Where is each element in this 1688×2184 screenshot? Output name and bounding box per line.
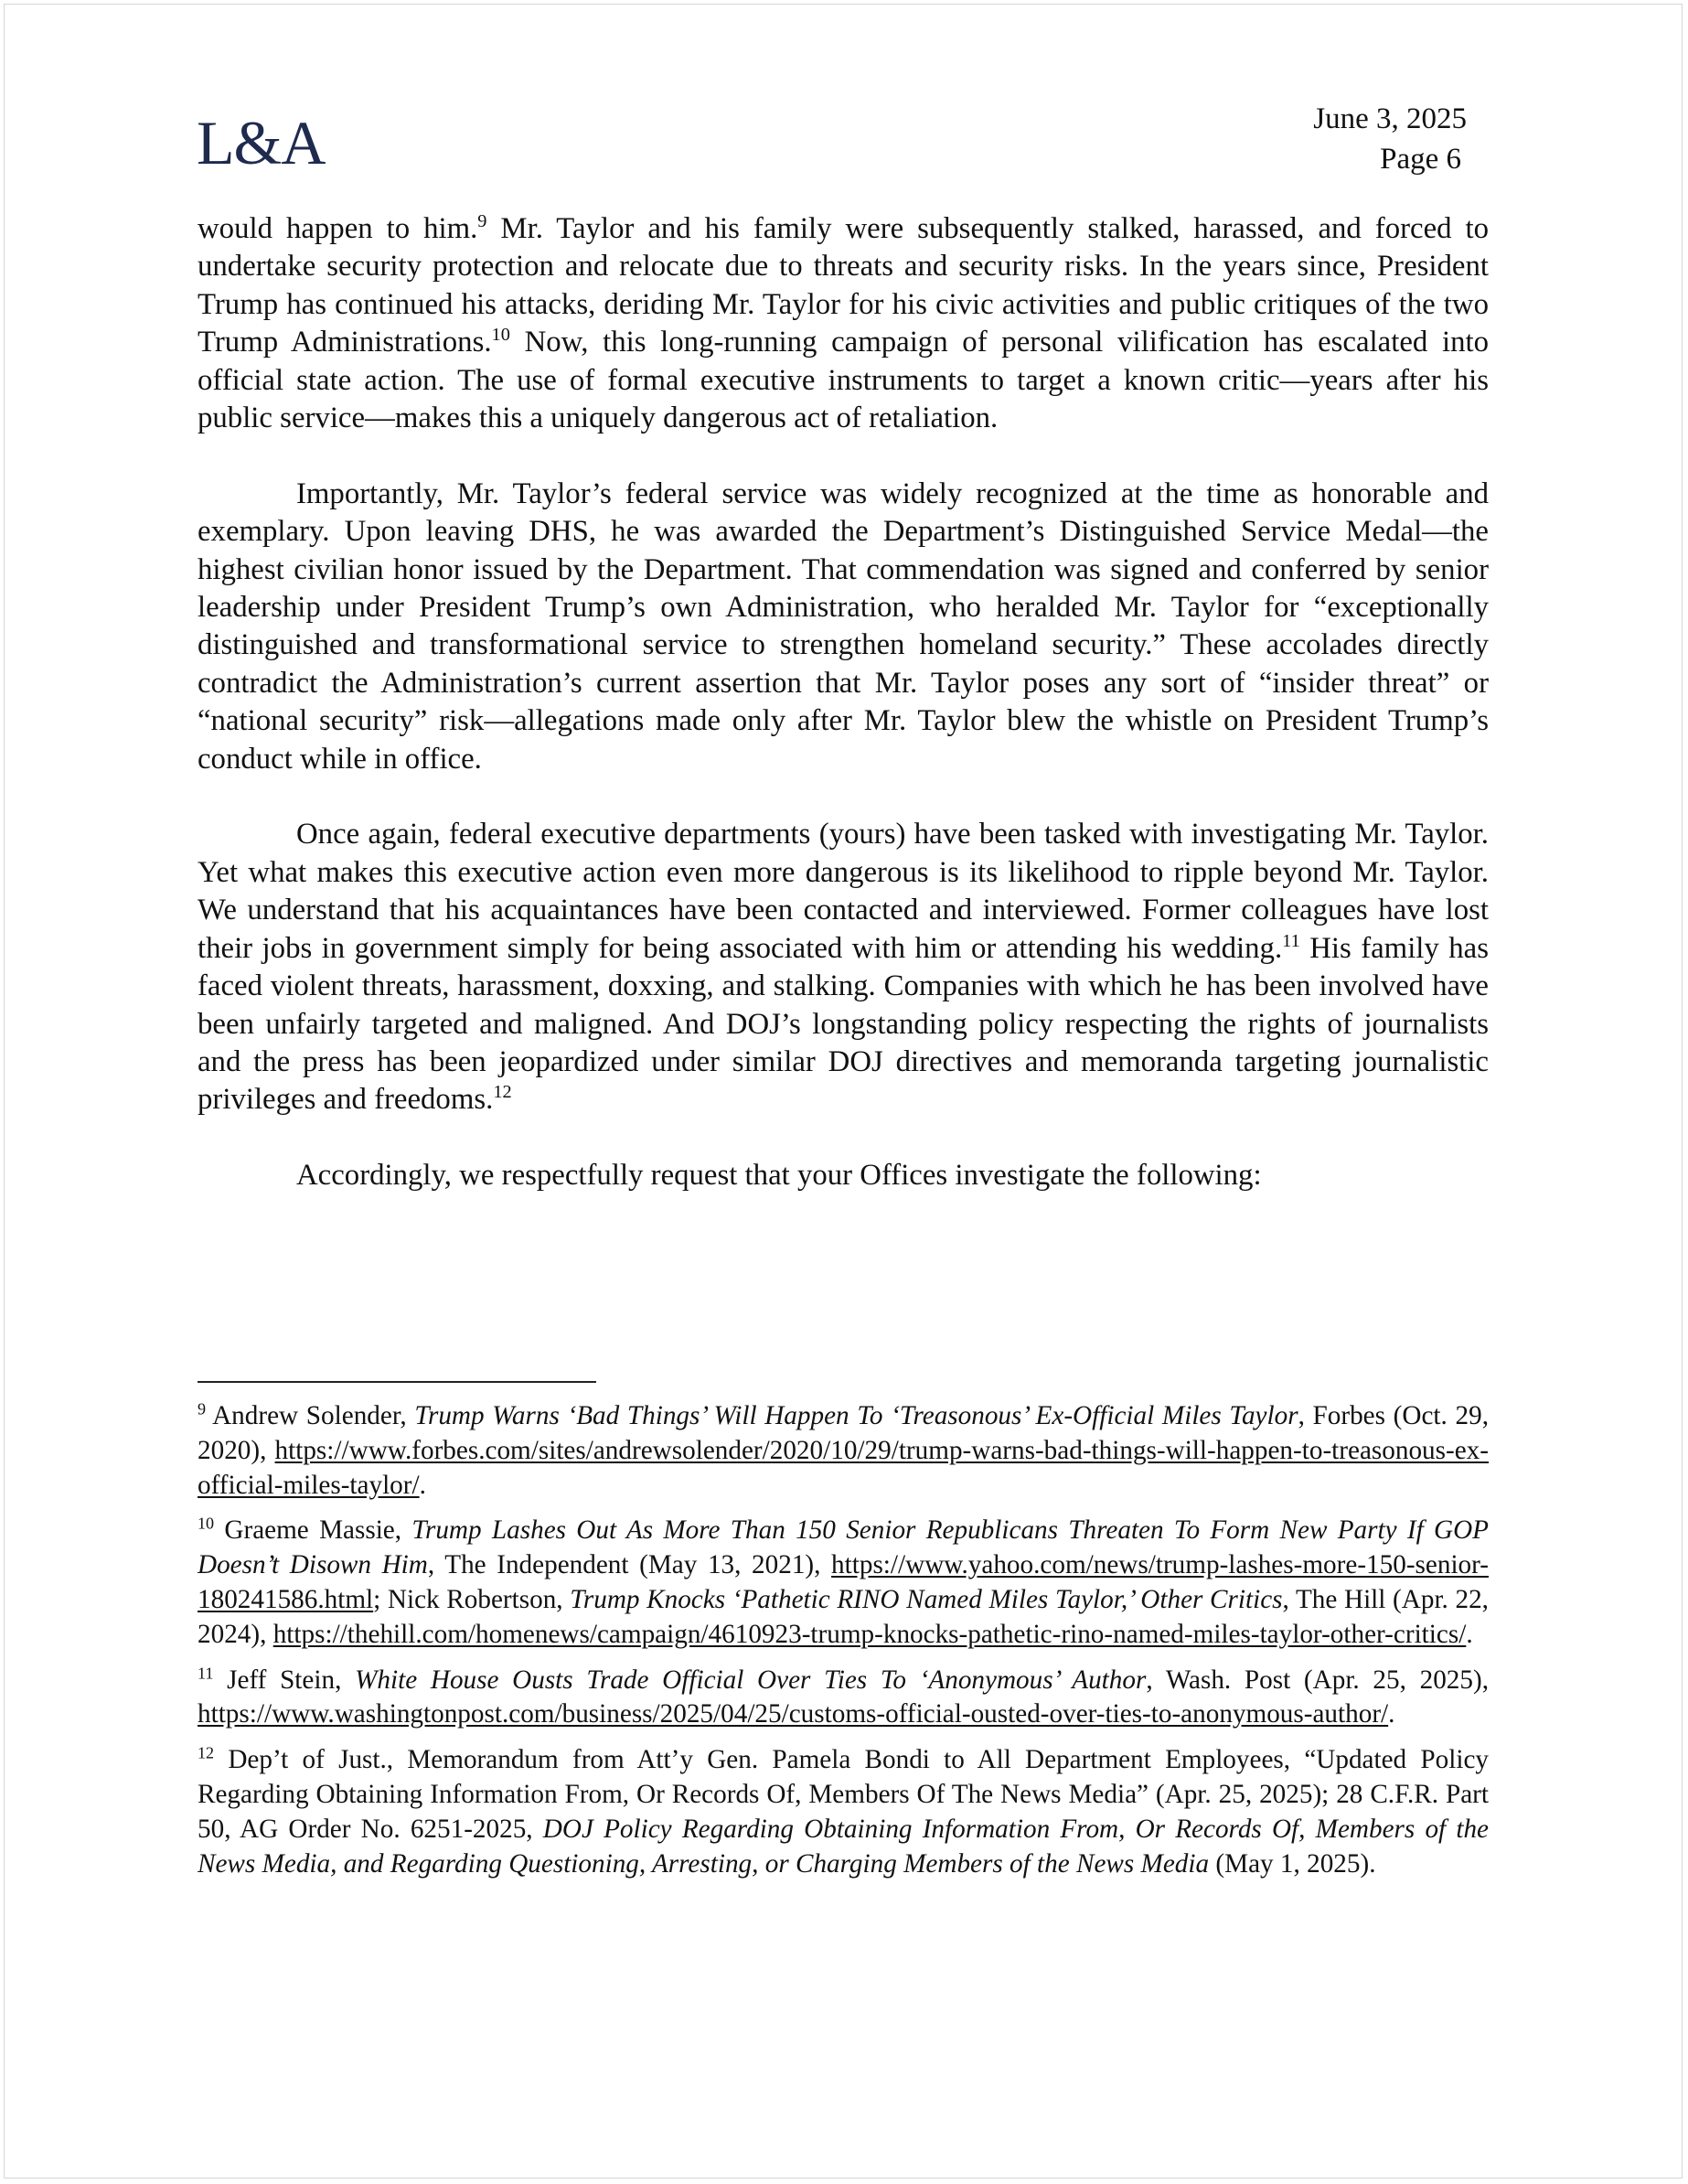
footnote-text: , The Hill (Apr. 22, 2024),: [198, 1584, 1489, 1649]
footnote-text: , Wash. Post (Apr. 25, 2025),: [1146, 1665, 1490, 1695]
footnote-number: 12: [198, 1743, 215, 1762]
footnote-text: Dep’t of Just., Memorandum from Att’y Gen. Pamela Bondi to All Department Employees, “Updated Policy Regarding Obtaining Information From, Or Records Of, Members Of The News Media” (Apr. 25, 2025); 28 C.F.R. Part 50, AG Order No. 6251-2025,: [198, 1745, 1489, 1844]
footnote-text: ; Nick Robertson,: [373, 1584, 571, 1614]
footnote-link[interactable]: https://thehill.com/homenews/campaign/4610923-trump-knocks-pathetic-rino-named-miles-taylor-other-critics/: [272, 1619, 1467, 1649]
paragraph-text: His family has faced violent threats, harassment, doxxing, and stalking. Companies with which he has been involved have been unfairly targeted and maligned. And DOJ’s longstanding policy respecting the rights of journalists and the press has been jeopardized under similar DOJ directives and memoranda targeting journalistic privileges and freedoms.: [198, 931, 1489, 1117]
paragraph-text: Now, this long-running campaign of personal vilification has escalated into official state action. The use of formal executive instruments to target a known critic—years after his public service—makes this a uniquely dangerous act of retaliation.: [198, 326, 1489, 435]
footnote-ref-11[interactable]: 11: [1282, 930, 1300, 951]
footnote-title: DOJ Policy Regarding Obtaining Information From, Or Records Of, Members of the News Media, and Regarding Questioning, Arresting, or Charging Members of the News Media: [198, 1814, 1489, 1879]
footnote-11: [198, 1664, 1489, 1733]
footnote-link[interactable]: https://www.washingtonpost.com/business/2025/04/25/customs-official-ousted-over-ties-to-anonymous-author/: [198, 1699, 1389, 1729]
footnote-text: Graeme Massie,: [214, 1515, 412, 1546]
paragraph-continuation: [198, 210, 1489, 437]
footnote-9: [198, 1399, 1489, 1503]
footnote-title: Trump Knocks ‘Pathetic RINO Named Miles Taylor,’ Other Critics: [570, 1584, 1283, 1614]
footnote-title: Trump Warns ‘Bad Things’ Will Happen To ‘Treasonous’ Ex-Official Miles Taylor: [414, 1401, 1298, 1430]
footnote-text: .: [419, 1470, 426, 1500]
footnote-ref-10[interactable]: 10: [491, 325, 510, 346]
footnote-ref-9[interactable]: 9: [477, 211, 487, 232]
footnote-text: Andrew Solender,: [206, 1401, 415, 1430]
footnote-text: Jeff Stein,: [213, 1665, 356, 1695]
footnote-10: [198, 1514, 1489, 1652]
footnote-text: (May 1, 2025).: [1209, 1848, 1376, 1879]
letter-header: [1313, 99, 1467, 179]
footnote-text: , The Independent (May 13, 2021),: [427, 1550, 832, 1580]
footnote-ref-12[interactable]: 12: [493, 1082, 512, 1103]
footnote-divider: [198, 1381, 596, 1383]
footnote-text: .: [1388, 1699, 1395, 1729]
paragraph-text: Mr. Taylor and his family were subsequently stalked, harassed, and forced to undertake security protection and relocate due to threats and security risks. In the years since, President Trump has continued his attacks, deriding Mr. Taylor for his civic activities and public critiques of the two Trump Administrations.: [198, 212, 1489, 359]
paragraph-investigation: [198, 816, 1489, 1119]
footnote-text: .: [1466, 1619, 1473, 1649]
paragraph-service: Importantly, Mr. Taylor’s federal service was widely recognized at the time as honorable and exemplary. Upon leaving DHS, he was awarded the Department’s Distinguished Service Medal—the highest civilian honor issued by the Department. That commendation was signed and conferred by senior leadership under President Trump’s own Administration, who heralded Mr. Taylor for “exceptionally distinguished and transformational service to strengthen homeland security.” These accolades directly contradict the Administration’s current assertion that Mr. Taylor poses any sort of “insider threat” or “national security” risk—allegations made only after Mr. Taylor blew the whistle on President Trump’s conduct while in office.: [198, 476, 1489, 776]
footnote-link[interactable]: https://www.forbes.com/sites/andrewsolender/2020/10/29/trump-warns-bad-things-will-happen-to-treasonous-ex-official-miles-taylor/: [198, 1435, 1489, 1500]
footnote-text: , Forbes (Oct. 29, 2020),: [198, 1401, 1489, 1465]
paragraph-text: Once again, federal executive departments (yours) have been tasked with investigating Mr. Taylor. Yet what makes this executive action even more dangerous is its likelihood to ripple beyond Mr. Taylor. We understand that his acquaintances have been contacted and interviewed. Former colleagues have lost their jobs in government simply for being associated with him or attending his wedding.: [198, 818, 1489, 965]
paragraph-text: would happen to him.: [198, 212, 478, 245]
footnote-number: 11: [198, 1663, 214, 1682]
letter-date: June 3, 2025: [1313, 102, 1467, 135]
footnote-title: Trump Lashes Out As More Than 150 Senior Republicans Threaten To Form New Party If GOP Doesn’t Disown Him: [198, 1515, 1489, 1580]
firm-logo: L&A: [197, 108, 326, 177]
footnote-number: 9: [198, 1399, 207, 1419]
footnotes: [198, 1399, 1489, 1892]
letter-body: [198, 210, 1489, 1233]
footnote-title: White House Ousts Trade Official Over Ties To ‘Anonymous’ Author: [355, 1665, 1147, 1695]
paragraph-request: Accordingly, we respectfully request that your Offices investigate the following:: [296, 1159, 1262, 1193]
footnote-link[interactable]: https://www.yahoo.com/news/trump-lashes-more-150-senior-180241586.html: [198, 1550, 1490, 1614]
page-number: Page 6: [1380, 143, 1461, 176]
footnote-number: 10: [198, 1514, 215, 1533]
footnote-12: [198, 1743, 1489, 1881]
